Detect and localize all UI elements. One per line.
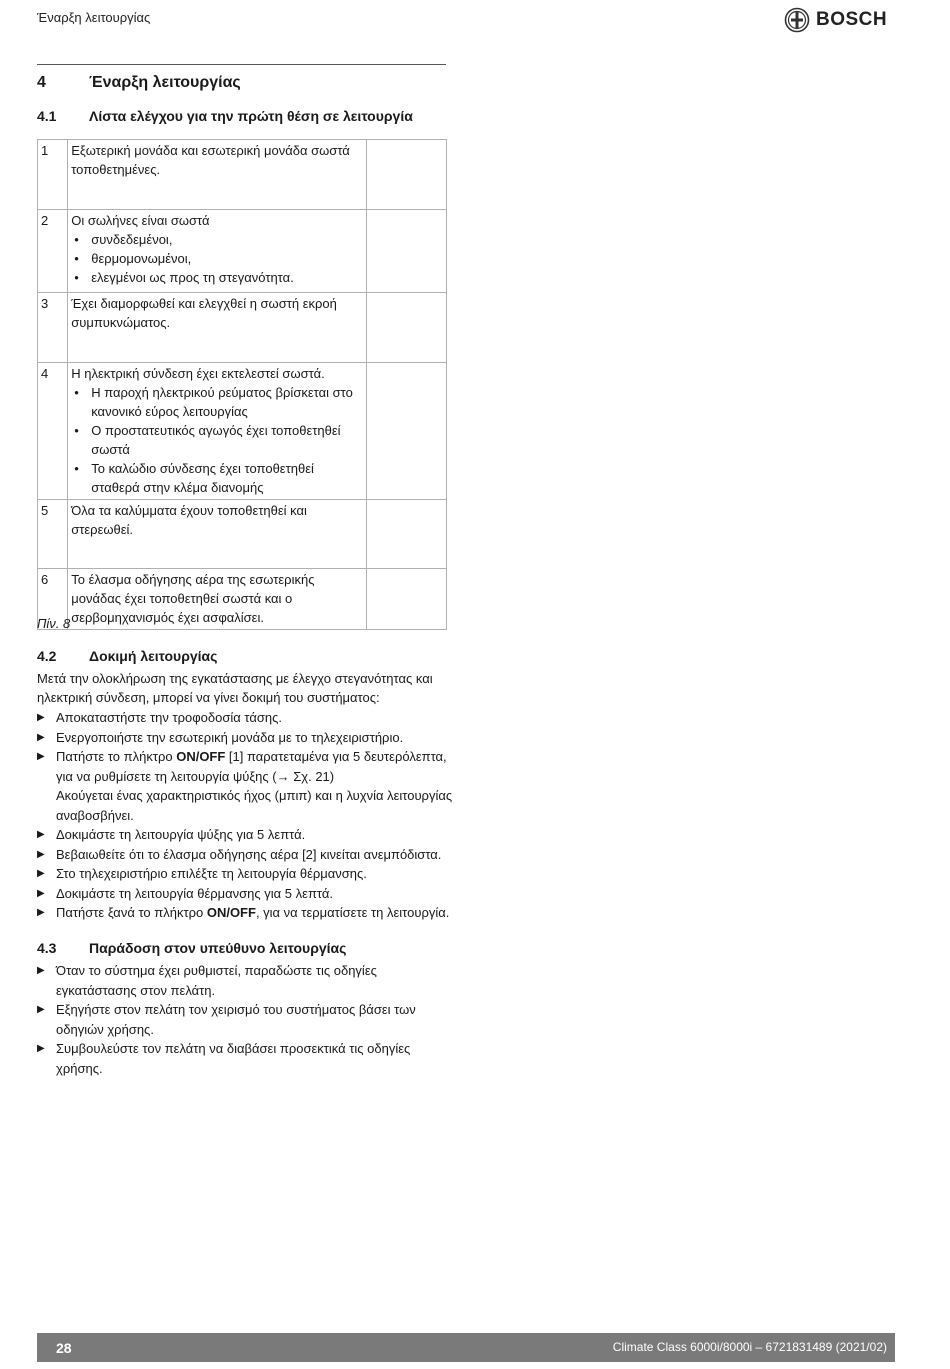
check-box[interactable]	[367, 500, 447, 569]
list-item	[37, 884, 457, 904]
row-number: 5	[38, 500, 68, 569]
section-title: Έναρξη λειτουργίας	[89, 74, 241, 91]
section-4-heading	[37, 74, 241, 92]
row-number: 4	[38, 363, 68, 500]
brand-name: BOSCH	[816, 9, 888, 30]
arrow-right-icon: ▶	[37, 1004, 45, 1015]
list-item: • συνδεδεμένοι,	[71, 230, 363, 249]
table-row	[38, 569, 447, 630]
step-text: [1] παρατεταμένα για 5 δευτερόλεπτα, για να ρυθμίσετε τη λειτουργία ψύξης (	[56, 749, 447, 784]
row-text	[68, 569, 367, 630]
list-item	[37, 864, 457, 884]
section-title: Παράδοση στον υπεύθυνο λειτουργίας	[89, 940, 347, 956]
row-text-main: Η ηλεκτρική σύνδεση έχει εκτελεστεί σωστά.	[71, 366, 325, 381]
list-item	[37, 1000, 457, 1039]
check-box[interactable]	[367, 210, 447, 293]
arrow-right-icon: ▶	[37, 848, 45, 860]
arrow-right-icon: ▶	[37, 731, 45, 743]
checklist-table	[37, 139, 447, 630]
check-box[interactable]	[367, 293, 447, 363]
step-text: , για να τερματίσετε τη λειτουργία.	[255, 905, 450, 920]
row-text-main: Έχει διαμορφωθεί και ελεγχθεί η σωστή εκροή συμπυκνώματος.	[71, 296, 337, 330]
handover-steps-list	[37, 961, 457, 1078]
step-text: Πατήστε ξανά το πλήκτρο	[56, 905, 207, 920]
row-number: 1	[38, 140, 68, 210]
key-label: ON/OFF	[206, 905, 256, 920]
figure-reference[interactable]: Σχ. 21)	[289, 768, 335, 784]
table-row	[38, 363, 447, 500]
bosch-logo	[784, 7, 887, 33]
table-row	[38, 500, 447, 569]
test-steps-list	[37, 708, 457, 923]
section-number: 4.3	[37, 940, 57, 956]
list-item	[37, 1039, 457, 1078]
arrow-right-icon: ▶	[37, 751, 45, 762]
section-4-3-heading	[37, 940, 346, 956]
row-bullets	[71, 383, 363, 497]
page-number: 28	[56, 1340, 72, 1356]
arrow-right-icon: ▶	[37, 965, 45, 976]
list-item: • Το καλώδιο σύνδεσης έχει τοποθετηθεί σταθερά στην κλέμα διανομής	[71, 459, 363, 497]
list-item: • ελεγμένοι ως προς τη στεγανότητα.	[71, 268, 363, 287]
cross-ref-arrow: →	[276, 768, 290, 784]
step-text: Στο τηλεχειριστήριο επιλέξτε τη λειτουργία θέρμανσης.	[56, 866, 367, 881]
check-box[interactable]	[367, 569, 447, 630]
step-text: Δοκιμάστε τη λειτουργία θέρμανσης για 5 λεπτά.	[56, 885, 333, 901]
bosch-armature-icon	[784, 7, 810, 33]
table-caption: Πίν. 8	[37, 616, 71, 631]
row-text	[68, 500, 367, 569]
table-row	[38, 210, 447, 293]
intro-paragraph: Μετά την ολοκλήρωση της εγκατάστασης με έλεγχο στεγανότητας και ηλεκτρική σύνδεση, μπορεί να γίνει δοκιμή του συστήματος:	[37, 671, 433, 705]
step-text: Δοκιμάστε τη λειτουργία ψύξης για 5 λεπτά.	[56, 827, 306, 842]
row-number: 3	[38, 293, 68, 363]
section-number: 4	[37, 74, 46, 91]
row-text	[68, 210, 367, 293]
check-box[interactable]	[367, 140, 447, 210]
list-item	[37, 747, 457, 825]
running-header: Έναρξη λειτουργίας	[37, 10, 151, 25]
document-info: Climate Class 6000i/8000i – 6721831489 (2021/02)	[612, 1340, 887, 1354]
table-row	[38, 293, 447, 363]
row-number: 2	[38, 210, 68, 293]
list-item	[37, 728, 457, 748]
step-text: Αποκαταστήστε την τροφοδοσία τάσης.	[56, 710, 282, 725]
arrow-right-icon: ▶	[37, 868, 45, 879]
list-item: • θερμομονωμένοι,	[71, 249, 363, 268]
row-text-main: Το έλασμα οδήγησης αέρα της εσωτερικής μονάδας έχει τοποθετηθεί σωστά και ο σερβομηχανισμός έχει ασφαλίσει.	[71, 572, 315, 625]
step-text: Συμβουλεύστε τον πελάτη να διαβάσει προσεκτικά τις οδηγίες χρήσης.	[56, 1041, 411, 1076]
section-title: Δοκιμή λειτουργίας	[89, 648, 218, 664]
section-number: 4.1	[37, 108, 57, 124]
list-item	[37, 903, 457, 923]
list-item	[37, 961, 457, 1000]
arrow-right-icon: ▶	[37, 887, 45, 899]
arrow-right-icon: ▶	[37, 712, 45, 723]
section-4-1-heading	[37, 108, 413, 124]
list-item	[37, 845, 457, 865]
row-text	[68, 293, 367, 363]
step-text: Ενεργοποιήστε την εσωτερική μονάδα με το τηλεχειριστήριο.	[56, 729, 404, 745]
table-row	[38, 140, 447, 210]
arrow-right-icon: ▶	[37, 1043, 45, 1054]
check-box[interactable]	[367, 363, 447, 500]
section-title: Λίστα ελέγχου για την πρώτη θέση σε λειτουργία	[89, 108, 413, 124]
section-rule	[37, 64, 446, 65]
row-text-main: Εξωτερική μονάδα και εσωτερική μονάδα σωστά τοποθετημένες.	[71, 143, 350, 177]
step-text: Όταν το σύστημα έχει ρυθμιστεί, παραδώστε τις οδηγίες εγκατάστασης στον πελάτη.	[56, 963, 377, 998]
step-note: Ακούγεται ένας χαρακτηριστικός ήχος (μπιπ) και η λυχνία λειτουργίας αναβοσβήνει.	[56, 788, 453, 823]
key-label: ON/OFF	[176, 749, 226, 764]
list-item: • Η παροχή ηλεκτρικού ρεύματος βρίσκεται στο κανονικό εύρος λειτουργίας	[71, 383, 363, 421]
row-text	[68, 140, 367, 210]
step-text: Βεβαιωθείτε ότι το έλασμα οδήγησης αέρα [2] κινείται ανεμπόδιστα.	[56, 846, 442, 862]
list-item	[37, 708, 457, 728]
step-text: Εξηγήστε στον πελάτη τον χειρισμό του συστήματος βάσει των οδηγιών χρήσης.	[56, 1002, 416, 1037]
list-item	[37, 825, 457, 845]
list-item: • Ο προστατευτικός αγωγός έχει τοποθετηθεί σωστά	[71, 421, 363, 459]
row-text-main: Όλα τα καλύμματα έχουν τοποθετηθεί και στερεωθεί.	[71, 503, 307, 537]
row-text-main: Οι σωλήνες είναι σωστά	[71, 213, 210, 228]
step-text: Πατήστε το πλήκτρο	[56, 749, 177, 764]
page-footer	[37, 1333, 895, 1362]
row-number: 6	[38, 569, 68, 630]
row-text	[68, 363, 367, 500]
arrow-right-icon: ▶	[37, 907, 45, 918]
section-number: 4.2	[37, 648, 57, 664]
section-4-2-heading	[37, 648, 217, 664]
row-bullets	[71, 230, 363, 287]
arrow-right-icon: ▶	[37, 829, 45, 840]
